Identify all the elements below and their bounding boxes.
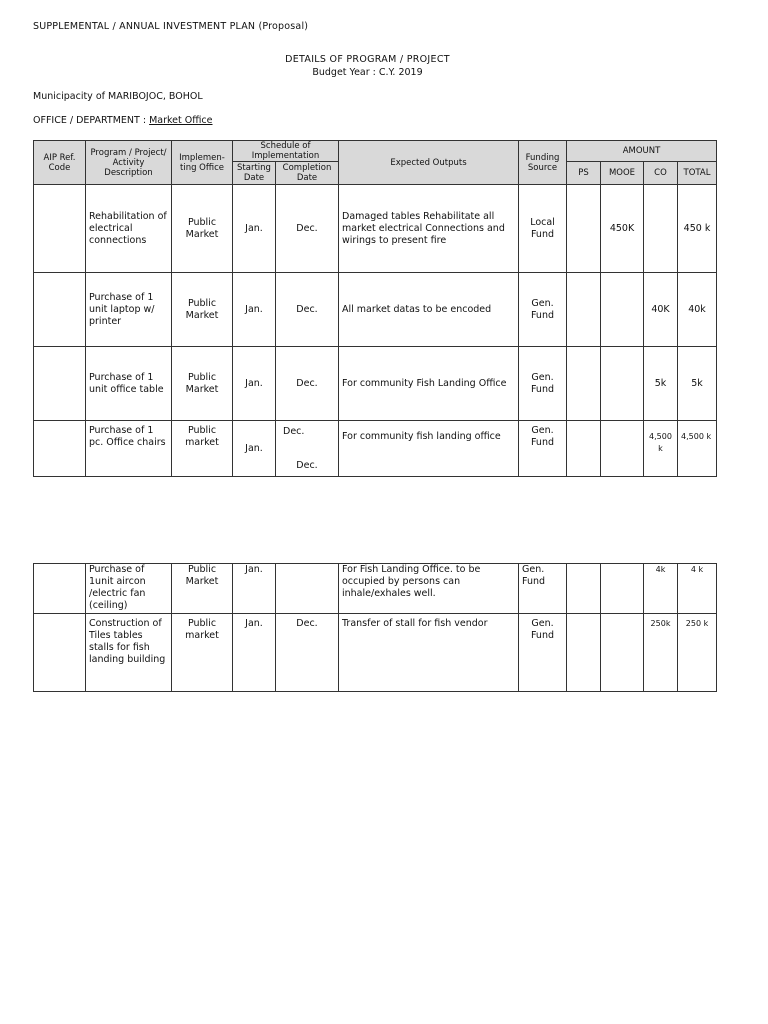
program-cell: Purchase of 1 unit office table [86,347,172,421]
investment-plan-table-continued [33,563,717,692]
header-expected-outputs: Expected Outputs [339,141,519,185]
ps-cell [567,421,601,477]
aip-code-cell [34,421,86,477]
program-cell: Construction of Tiles tables stalls for fish landing building [86,614,172,692]
mooe-cell [601,421,644,477]
start-date-cell: Jan. [233,564,276,614]
outputs-cell: All market datas to be encoded [339,273,519,347]
aip-code-cell [34,347,86,421]
table-row [34,273,717,347]
funding-cell: Gen. Fund [519,421,567,477]
completion-date-top: Dec. [283,425,305,437]
mooe-cell: 450K [601,185,644,273]
outputs-cell: Damaged tables Rehabilitate all market electrical Connections and wirings to present fire [339,185,519,273]
details-title: DETAILS OF PROGRAM / PROJECT [285,54,450,65]
header-completion-date: Completion Date [276,162,339,185]
program-cell: Rehabilitation of electrical connections [86,185,172,273]
funding-cell: Gen. Fund [519,347,567,421]
completion-date-cell: Dec. [276,614,339,692]
table-header-row [34,141,717,162]
funding-cell: Gen. Fund [519,273,567,347]
completion-date-cell [276,421,339,477]
total-cell: 250 k [678,614,717,692]
start-date-cell: Jan. [233,347,276,421]
table-row [34,421,717,477]
completion-date-cell [276,564,339,614]
program-cell: Purchase of 1 unit laptop w/ printer [86,273,172,347]
header-implementing-office: Implemen-ting Office [172,141,233,185]
ps-cell [567,564,601,614]
header-aip-code: AIP Ref. Code [34,141,86,185]
header-ps: PS [567,162,601,185]
header-co: CO [644,162,678,185]
aip-code-cell [34,614,86,692]
office-cell: Public Market [172,185,233,273]
program-cell: Purchase of 1unit aircon /electric fan (ceiling) [86,564,172,614]
completion-date-cell: Dec. [276,185,339,273]
completion-date-cell: Dec. [276,273,339,347]
start-date-cell: Jan. [233,421,276,477]
completion-date-cell: Dec. [276,347,339,421]
header-total: TOTAL [678,162,717,185]
outputs-cell: Transfer of stall for fish vendor [339,614,519,692]
municipality: Municipacity of MARIBOJOC, BOHOL [33,91,203,102]
mooe-cell [601,564,644,614]
office-label: OFFICE / DEPARTMENT : [33,115,150,126]
office-cell: Public Market [172,273,233,347]
ps-cell [567,273,601,347]
header-schedule: Schedule of Implementation [233,141,339,162]
funding-cell: Gen. Fund [519,614,567,692]
co-cell: 5k [644,347,678,421]
budget-year: Budget Year : C.Y. 2019 [312,67,423,78]
co-cell: 4,500 k [644,421,678,477]
office-cell: Public Market [172,347,233,421]
total-cell: 4 k [678,564,717,614]
header-amount: AMOUNT [567,141,717,162]
header-funding-source: Funding Source [519,141,567,185]
header-program: Program / Project/ Activity Description [86,141,172,185]
total-cell: 5k [678,347,717,421]
total-cell: 40k [678,273,717,347]
mooe-cell [601,614,644,692]
ps-cell [567,614,601,692]
outputs-cell: For community Fish Landing Office [339,347,519,421]
co-cell: 4k [644,564,678,614]
start-date-cell: Jan. [233,273,276,347]
mooe-cell [601,273,644,347]
ps-cell [567,347,601,421]
table-row [34,614,717,692]
table-row [34,185,717,273]
office-value: Market Office [149,115,213,126]
aip-code-cell [34,185,86,273]
aip-code-cell [34,564,86,614]
table-row [34,347,717,421]
completion-date-bottom: Dec. [296,459,318,471]
investment-plan-table [33,140,717,477]
start-date-cell: Jan. [233,614,276,692]
total-cell: 450 k [678,185,717,273]
office-cell: Public market [172,614,233,692]
co-cell: 250k [644,614,678,692]
ps-cell [567,185,601,273]
header-mooe: MOOE [601,162,644,185]
funding-cell: Gen. Fund [519,564,567,614]
mooe-cell [601,347,644,421]
funding-cell: Local Fund [519,185,567,273]
office-department [33,115,213,126]
header-starting-date: Starting Date [233,162,276,185]
document-title: SUPPLEMENTAL / ANNUAL INVESTMENT PLAN (Proposal) [33,21,309,32]
program-cell: Purchase of 1 pc. Office chairs [86,421,172,477]
start-date-cell: Jan. [233,185,276,273]
office-cell: Public Market [172,564,233,614]
aip-code-cell [34,273,86,347]
outputs-cell: For Fish Landing Office. to be occupied by persons can inhale/exhales well. [339,564,519,614]
table-row [34,564,717,614]
outputs-cell: For community fish landing office [339,421,519,477]
total-cell: 4,500 k [678,421,717,477]
co-cell [644,185,678,273]
co-cell: 40K [644,273,678,347]
office-cell: Public market [172,421,233,477]
